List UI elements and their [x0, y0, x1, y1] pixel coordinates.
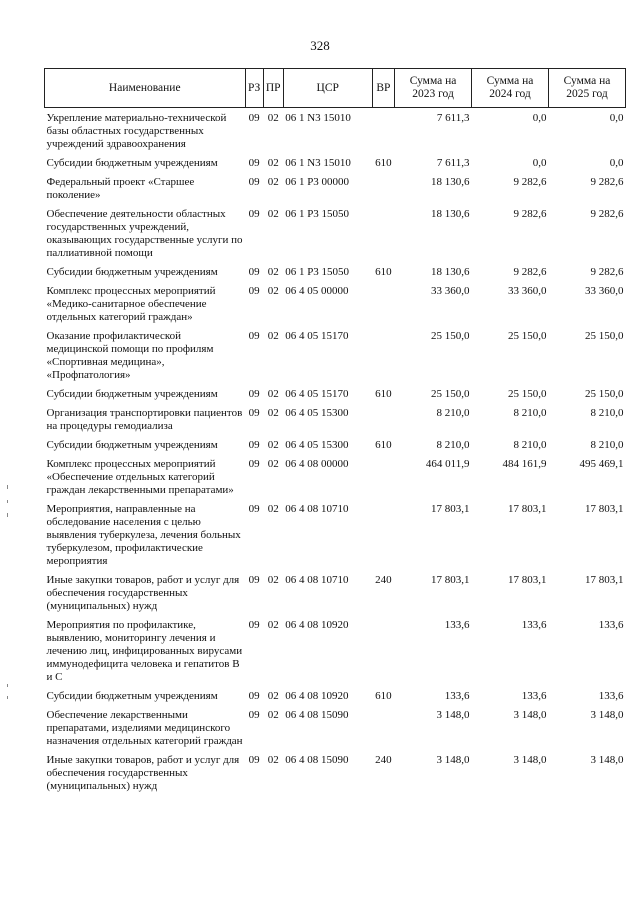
- cell-pr: 02: [267, 503, 279, 515]
- cell-sum-2025: 17 803,1: [585, 503, 624, 515]
- cell-pr: 02: [267, 439, 279, 451]
- table-row: [45, 405, 626, 437]
- table-row: [45, 206, 626, 264]
- budget-table: [44, 68, 626, 797]
- table-row: [45, 155, 626, 174]
- cell-sum-2023: 18 130,6: [431, 208, 470, 220]
- cell-rz: 09: [248, 458, 260, 470]
- cell-csr: 06 4 05 15300: [285, 407, 349, 419]
- cell-vr: [372, 707, 394, 752]
- cell-csr: 06 4 05 15170: [285, 330, 349, 342]
- cell-sum-2025: 17 803,1: [585, 574, 624, 586]
- cell-rz: 09: [248, 690, 260, 702]
- cell-name: Мероприятия, направленные на обследование населения с целью выявления туберкулеза, лечения больных туберкулезом, профилактические мероприятия: [46, 503, 241, 567]
- table-header: [45, 69, 626, 108]
- cell-sum-2024: 484 161,9: [502, 458, 547, 470]
- cell-pr: 02: [267, 619, 279, 631]
- cell-csr: 06 4 08 10920: [285, 619, 349, 631]
- cell-sum-2023: 464 011,9: [425, 458, 470, 470]
- cell-sum-2024: 3 148,0: [513, 754, 547, 766]
- cell-name: Обеспечение деятельности областных государственных учреждений, оказывающих государственные услуги по паллиативной помощи: [46, 208, 243, 259]
- cell-vr: [372, 283, 394, 328]
- cell-name: Федеральный проект «Старшее поколение»: [46, 176, 195, 201]
- cell-sum-2024: 9 282,6: [513, 266, 547, 278]
- cell-name: Оказание профилактической медицинской помощи по профилям «Спортивная медицина», «Профпатология»: [46, 330, 214, 381]
- cell-csr: 06 4 05 15170: [285, 388, 349, 400]
- cell-sum-2024: 0,0: [532, 112, 547, 124]
- cell-pr: 02: [267, 388, 279, 400]
- page-number: 328: [310, 38, 330, 53]
- cell-sum-2023: 25 150,0: [431, 388, 470, 400]
- cell-sum-2023: 17 803,1: [431, 503, 470, 515]
- margin-mark: [7, 485, 8, 489]
- cell-csr: 06 4 05 15300: [285, 439, 349, 451]
- cell-pr: 02: [267, 690, 279, 702]
- table-row: [45, 108, 626, 156]
- table-row: [45, 264, 626, 283]
- table-row: [45, 501, 626, 572]
- cell-rz: 09: [248, 574, 260, 586]
- cell-sum-2023: 7 611,3: [436, 157, 470, 169]
- cell-csr: 06 4 08 15090: [285, 709, 349, 721]
- cell-sum-2025: 0,0: [609, 112, 624, 124]
- header-name: Наименование: [45, 69, 246, 108]
- cell-pr: 02: [267, 157, 279, 169]
- cell-vr: [372, 108, 394, 156]
- cell-csr: 06 4 08 10920: [285, 690, 349, 702]
- cell-sum-2024: 25 150,0: [507, 388, 547, 400]
- cell-sum-2023: 3 148,0: [436, 754, 470, 766]
- cell-vr: 610: [375, 266, 392, 278]
- cell-pr: 02: [267, 285, 279, 297]
- cell-sum-2025: 495 469,1: [579, 458, 624, 470]
- cell-vr: 240: [375, 754, 392, 766]
- cell-vr: 610: [375, 157, 392, 169]
- header-rz: РЗ: [245, 69, 263, 108]
- cell-sum-2023: 133,6: [444, 619, 470, 631]
- cell-sum-2023: 8 210,0: [436, 407, 470, 419]
- cell-csr: 06 1 P3 15050: [285, 266, 350, 278]
- cell-sum-2025: 8 210,0: [590, 407, 624, 419]
- header-csr: ЦСР: [283, 69, 372, 108]
- cell-sum-2023: 33 360,0: [431, 285, 470, 297]
- cell-sum-2024: 133,6: [521, 690, 547, 702]
- cell-sum-2024: 133,6: [521, 619, 547, 631]
- cell-sum-2023: 18 130,6: [431, 266, 470, 278]
- cell-sum-2023: 25 150,0: [431, 330, 470, 342]
- cell-sum-2025: 8 210,0: [590, 439, 624, 451]
- cell-pr: 02: [267, 754, 279, 766]
- cell-pr: 02: [267, 266, 279, 278]
- cell-sum-2024: 25 150,0: [507, 330, 547, 342]
- cell-sum-2025: 0,0: [609, 157, 624, 169]
- margin-mark: [7, 696, 8, 699]
- cell-rz: 09: [248, 503, 260, 515]
- header-pr: ПР: [263, 69, 283, 108]
- cell-sum-2024: 9 282,6: [513, 176, 547, 188]
- cell-name: Обеспечение лекарственными препаратами, изделиями медицинского назначения отдельных категорий граждан: [46, 709, 243, 747]
- table-row: [45, 456, 626, 501]
- cell-rz: 09: [248, 619, 260, 631]
- cell-rz: 09: [248, 439, 260, 451]
- cell-rz: 09: [248, 754, 260, 766]
- cell-pr: 02: [267, 208, 279, 220]
- cell-vr: [372, 328, 394, 386]
- cell-sum-2024: 0,0: [532, 157, 547, 169]
- cell-sum-2024: 8 210,0: [513, 407, 547, 419]
- cell-csr: 06 1 P3 15050: [285, 208, 350, 220]
- table-row: [45, 328, 626, 386]
- cell-rz: 09: [248, 388, 260, 400]
- cell-name: Субсидии бюджетным учреждениям: [46, 439, 218, 451]
- cell-sum-2025: 9 282,6: [590, 208, 624, 220]
- cell-sum-2025: 33 360,0: [585, 285, 624, 297]
- cell-csr: 06 4 08 15090: [285, 754, 349, 766]
- cell-sum-2023: 8 210,0: [436, 439, 470, 451]
- cell-sum-2025: 133,6: [598, 690, 624, 702]
- cell-vr: 610: [375, 388, 392, 400]
- cell-vr: [372, 206, 394, 264]
- cell-name: Комплекс процессных мероприятий «Медико-санитарное обеспечение отдельных категорий граждан»: [46, 285, 216, 323]
- cell-sum-2023: 133,6: [444, 690, 470, 702]
- table-row: [45, 437, 626, 456]
- table-row: [45, 174, 626, 206]
- cell-rz: 09: [248, 112, 260, 124]
- cell-sum-2023: 17 803,1: [431, 574, 470, 586]
- table-row: [45, 283, 626, 328]
- cell-vr: [372, 174, 394, 206]
- cell-name: Иные закупки товаров, работ и услуг для обеспечения государственных (муниципальных) нужд: [46, 574, 240, 612]
- cell-pr: 02: [267, 709, 279, 721]
- cell-sum-2025: 25 150,0: [585, 330, 624, 342]
- header-sum-2025: Сумма на 2025 год: [548, 69, 625, 108]
- cell-csr: 06 1 N3 15010: [285, 112, 351, 124]
- table-row: [45, 688, 626, 707]
- cell-name: Мероприятия по профилактике, выявлению, мониторингу лечения и лечению лиц, инфицированных вирусами иммунодефицита человека и гепатитов В и С: [46, 619, 243, 683]
- cell-sum-2025: 133,6: [598, 619, 624, 631]
- cell-csr: 06 4 08 00000: [285, 458, 349, 470]
- table-body: [45, 108, 626, 798]
- cell-vr: [372, 456, 394, 501]
- cell-rz: 09: [248, 157, 260, 169]
- cell-pr: 02: [267, 112, 279, 124]
- cell-sum-2024: 8 210,0: [513, 439, 547, 451]
- cell-name: Субсидии бюджетным учреждениям: [46, 266, 218, 278]
- cell-name: Субсидии бюджетным учреждениям: [46, 690, 218, 702]
- margin-mark: [7, 500, 8, 503]
- cell-rz: 09: [248, 709, 260, 721]
- cell-csr: 06 4 08 10710: [285, 503, 349, 515]
- header-sum-2024: Сумма на 2024 год: [472, 69, 549, 108]
- cell-sum-2025: 3 148,0: [590, 754, 624, 766]
- cell-pr: 02: [267, 574, 279, 586]
- cell-sum-2024: 33 360,0: [507, 285, 547, 297]
- cell-sum-2024: 3 148,0: [513, 709, 547, 721]
- margin-mark: [7, 684, 8, 687]
- table-row: [45, 617, 626, 688]
- cell-csr: 06 1 N3 15010: [285, 157, 351, 169]
- cell-name: Иные закупки товаров, работ и услуг для обеспечения государственных (муниципальных) нужд: [46, 754, 240, 792]
- cell-name: Укрепление материально-технической базы областных государственных учреждений здравоохранения: [46, 112, 227, 150]
- cell-rz: 09: [248, 330, 260, 342]
- cell-sum-2024: 17 803,1: [507, 503, 547, 515]
- cell-rz: 09: [248, 266, 260, 278]
- cell-sum-2023: 3 148,0: [436, 709, 470, 721]
- table-row: [45, 572, 626, 617]
- cell-name: Субсидии бюджетным учреждениям: [46, 157, 218, 169]
- cell-sum-2025: 25 150,0: [585, 388, 624, 400]
- cell-vr: 610: [375, 690, 392, 702]
- cell-pr: 02: [267, 407, 279, 419]
- table-row: [45, 386, 626, 405]
- table-row: [45, 752, 626, 797]
- cell-csr: 06 4 05 00000: [285, 285, 349, 297]
- margin-mark: [7, 513, 8, 517]
- cell-sum-2024: 17 803,1: [507, 574, 547, 586]
- table-row: [45, 707, 626, 752]
- cell-vr: [372, 501, 394, 572]
- cell-sum-2025: 9 282,6: [590, 266, 624, 278]
- cell-name: Субсидии бюджетным учреждениям: [46, 388, 218, 400]
- cell-sum-2025: 3 148,0: [590, 709, 624, 721]
- cell-rz: 09: [248, 407, 260, 419]
- cell-sum-2024: 9 282,6: [513, 208, 547, 220]
- cell-name: Комплекс процессных мероприятий «Обеспечение отдельных категорий граждан лекарственными препаратами»: [46, 458, 234, 496]
- header-sum-2023: Сумма на 2023 год: [395, 69, 472, 108]
- cell-rz: 09: [248, 176, 260, 188]
- cell-csr: 06 1 P3 00000: [285, 176, 350, 188]
- cell-pr: 02: [267, 330, 279, 342]
- cell-pr: 02: [267, 458, 279, 470]
- cell-csr: 06 4 08 10710: [285, 574, 349, 586]
- cell-rz: 09: [248, 285, 260, 297]
- cell-sum-2023: 18 130,6: [431, 176, 470, 188]
- cell-rz: 09: [248, 208, 260, 220]
- cell-vr: [372, 617, 394, 688]
- cell-name: Организация транспортировки пациентов на процедуры гемодиализа: [46, 407, 243, 432]
- header-vr: ВР: [372, 69, 394, 108]
- cell-pr: 02: [267, 176, 279, 188]
- cell-vr: 240: [375, 574, 392, 586]
- cell-vr: 610: [375, 439, 392, 451]
- cell-sum-2025: 9 282,6: [590, 176, 624, 188]
- cell-sum-2023: 7 611,3: [436, 112, 470, 124]
- cell-vr: [372, 405, 394, 437]
